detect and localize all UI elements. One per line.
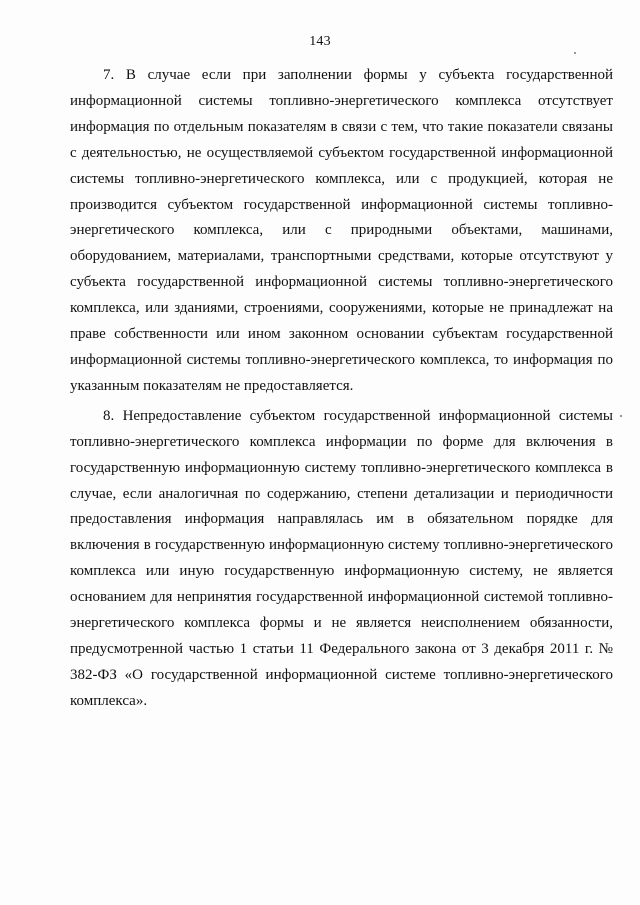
document-body [70,63,613,715]
scan-speck [574,52,576,54]
scan-speck [620,415,622,417]
paragraph-8: 8. Непредоставление субъектом государственной информационной системы топливно-энергетического комплекса информации по форме для включения в государственную информационную систему топливно-энергетического комплекса в случае, если аналогичная по содержанию, степени детализации и периодичности предоставления информация направлялась им в обязательном порядке для включения в государственную информационную систему топливно-энергетического комплекса или иную государственную информационную систему, не является основанием для непринятия государственной информационной системой топливно-энергетического комплекса формы и не является неисполнением обязанности, предусмотренной частью 1 статьи 11 Федерального закона от 3 декабря 2011 г. № 382-ФЗ «О государственной информационной системе топливно-энергетического комплекса». [70,407,613,709]
paragraph-7: 7. В случае если при заполнении формы у субъекта государственной информационной системы топливно-энергетического комплекса отсутствует информация по отдельным показателям в связи с тем, что такие показатели связаны с деятельностью, не осуществляемой субъектом государственной информационной системы топливно-энергетического комплекса, или с продукцией, которая не производится субъектом государственной информационной системы топливно-энергетического комплекса, или с природными объектами, машинами, оборудованием, материалами, транспортными средствами, которые отсутствуют у субъекта государственной информационной системы топливно-энергетического комплекса, или зданиями, строениями, сооружениями, которые не принадлежат на праве собственности или ином законном основании субъектам государственной информационной системы топливно-энергетического комплекса, то информация по указанным показателям не предоставляется. [70,67,613,394]
page-number: 143 [309,34,331,49]
